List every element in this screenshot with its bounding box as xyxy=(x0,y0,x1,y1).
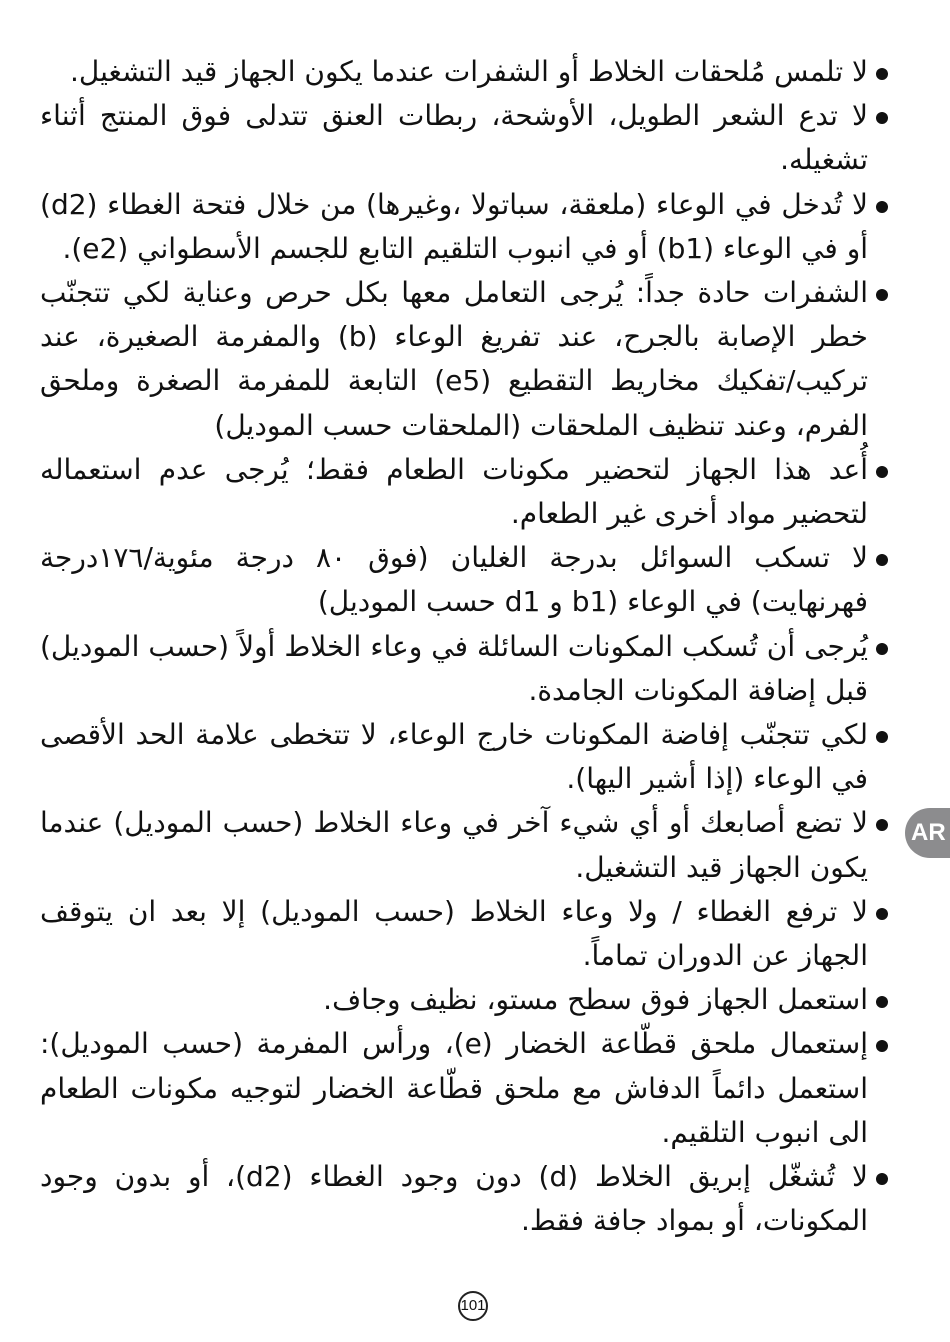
list-item: الشفرات حادة جداً: يُرجى التعامل معها بكل حرص وعناية لكي تتجنّب خطر الإصابة بالجرح، عند تفريغ الوعاء (b) والمفرمة الصغيرة، عند تركيب/تفكيك مخاريط التقطيع (e5) التابعة للمفرمة الصغرة وملحق الفرم، وعند تنظيف الملحقات (الملحقات حسب الموديل) xyxy=(40,271,890,448)
list-item: لا تلمس مُلحقات الخلاط أو الشفرات عندما يكون الجهاز قيد التشغيل. xyxy=(40,50,890,94)
language-tab-label: AR xyxy=(911,819,946,846)
list-item: لا ترفع الغطاء / ولا وعاء الخلاط (حسب الموديل) إلا بعد ان يتوقف الجهاز عن الدوران تماماً. xyxy=(40,890,890,978)
list-item: لا تُدخل في الوعاء (ملعقة، سباتولا ،وغيرها) من خلال فتحة الغطاء (d2) أو في الوعاء (b1) أو في انبوب التلقيم التابع للجسم الأسطواني (e2). xyxy=(40,183,890,271)
list-item: استعمل الجهاز فوق سطح مستو، نظيف وجاف. xyxy=(40,978,890,1022)
list-item: يُرجى أن تُسكب المكونات السائلة في وعاء الخلاط أولاً (حسب الموديل) قبل إضافة المكونات الجامدة. xyxy=(40,625,890,713)
list-item: أُعد هذا الجهاز لتحضير مكونات الطعام فقط؛ يُرجى عدم استعماله لتحضير مواد أخرى غير الطعام. xyxy=(40,448,890,536)
warnings-list xyxy=(40,50,890,1243)
list-item: إستعمال ملحق قطّاعة الخضار (e)، ورأس المفرمة (حسب الموديل): استعمل دائماً الدفاش مع ملحق قطّاعة الخضار لتوجيه مكونات الطعام الى انبوب التلقيم. xyxy=(40,1022,890,1155)
list-item: لا تسكب السوائل بدرجة الغليان (فوق ٨٠ درجة مئوية/١٧٦درجة فهرنهايت) في الوعاء (b1 و d1 حسب الموديل) xyxy=(40,536,890,624)
list-item: لا تضع أصابعك أو أي شيء آخر في وعاء الخلاط (حسب الموديل) عندما يكون الجهاز قيد التشغيل. xyxy=(40,801,890,889)
language-tab xyxy=(905,808,950,858)
list-item: لا تُشغّل إبريق الخلاط (d) دون وجود الغطاء (d2)، أو بدون وجود المكونات، أو بمواد جافة فقط. xyxy=(40,1155,890,1243)
page-number: 101 xyxy=(458,1291,488,1321)
list-item: لا تدع الشعر الطويل، الأوشحة، ربطات العنق تتدلى فوق المنتج أثناء تشغيله. xyxy=(40,94,890,182)
list-item: لكي تتجنّب إفاضة المكونات خارج الوعاء، لا تتخطى علامة الحد الأقصى في الوعاء (إذا أشير اليها). xyxy=(40,713,890,801)
